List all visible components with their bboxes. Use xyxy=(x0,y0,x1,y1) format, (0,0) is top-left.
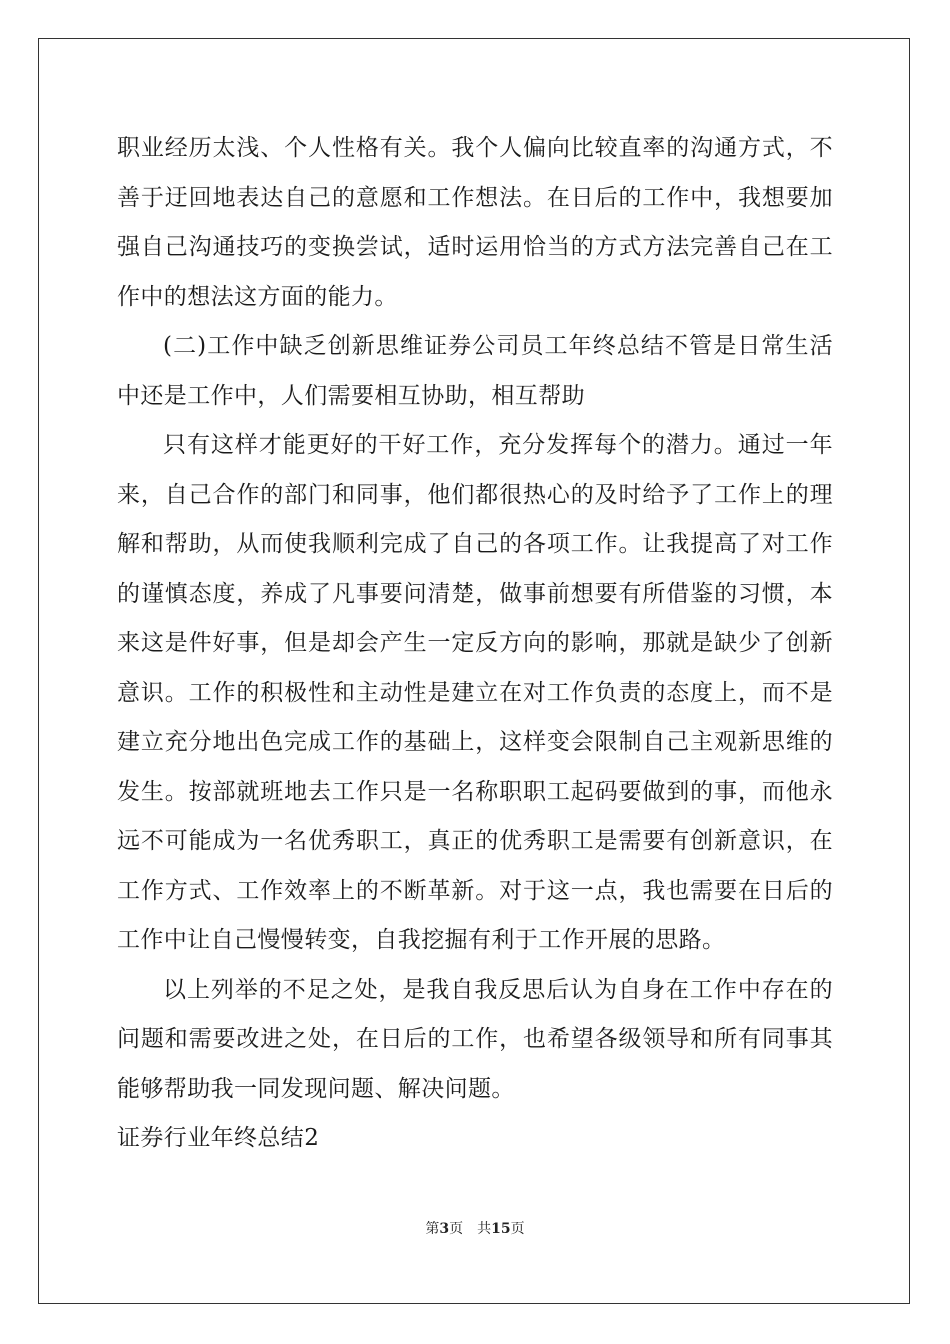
document-body xyxy=(117,124,833,1164)
page-suffix: 页 xyxy=(449,1221,464,1237)
paragraph-4: 以上列举的不足之处，是我自我反思后认为自身在工作中存在的问题和需要改进之处，在日后的工作，也希望各级领导和所有同事其能够帮助我一同发现问题、解决问题。 xyxy=(117,976,833,1102)
page-number: 3 xyxy=(439,1221,450,1237)
section-heading: 证券行业年终总结2 xyxy=(117,1125,320,1151)
page-footer xyxy=(0,1218,950,1238)
total-suffix: 页 xyxy=(510,1221,525,1237)
total-pages: 15 xyxy=(491,1221,511,1237)
paragraph-2: (二)工作中缺乏创新思维证券公司员工年终总结不管是日常生活中还是工作中，人们需要相互协助，相互帮助 xyxy=(117,333,833,409)
total-prefix: 共 xyxy=(477,1221,492,1237)
paragraph-1: 职业经历太浅、个人性格有关。我个人偏向比较直率的沟通方式，不善于迂回地表达自己的意愿和工作想法。在日后的工作中，我想要加强自己沟通技巧的变换尝试，适时运用恰当的方式方法完善自己在工作中的想法这方面的能力。 xyxy=(117,135,833,310)
paragraph-3: 只有这样才能更好的干好工作，充分发挥每个的潜力。通过一年来，自己合作的部门和同事，他们都很热心的及时给予了工作上的理解和帮助，从而使我顺利完成了自己的各项工作。让我提高了对工作的谨慎态度，养成了凡事要问清楚，做事前想要有所借鉴的习惯，本来这是件好事，但是却会产生一定反方向的影响，那就是缺少了创新意识。工作的积极性和主动性是建立在对工作负责的态度上，而不是建立充分地出色完成工作的基础上，这样变会限制自己主观新思维的发生。按部就班地去工作只是一名称职职工起码要做到的事，而他永远不可能成为一名优秀职工，真正的优秀职工是需要有创新意识，在工作方式、工作效率上的不断革新。对于这一点，我也需要在日后的工作中让自己慢慢转变，自我挖掘有利于工作开展的思路。 xyxy=(117,432,833,953)
page-prefix: 第 xyxy=(425,1221,440,1237)
